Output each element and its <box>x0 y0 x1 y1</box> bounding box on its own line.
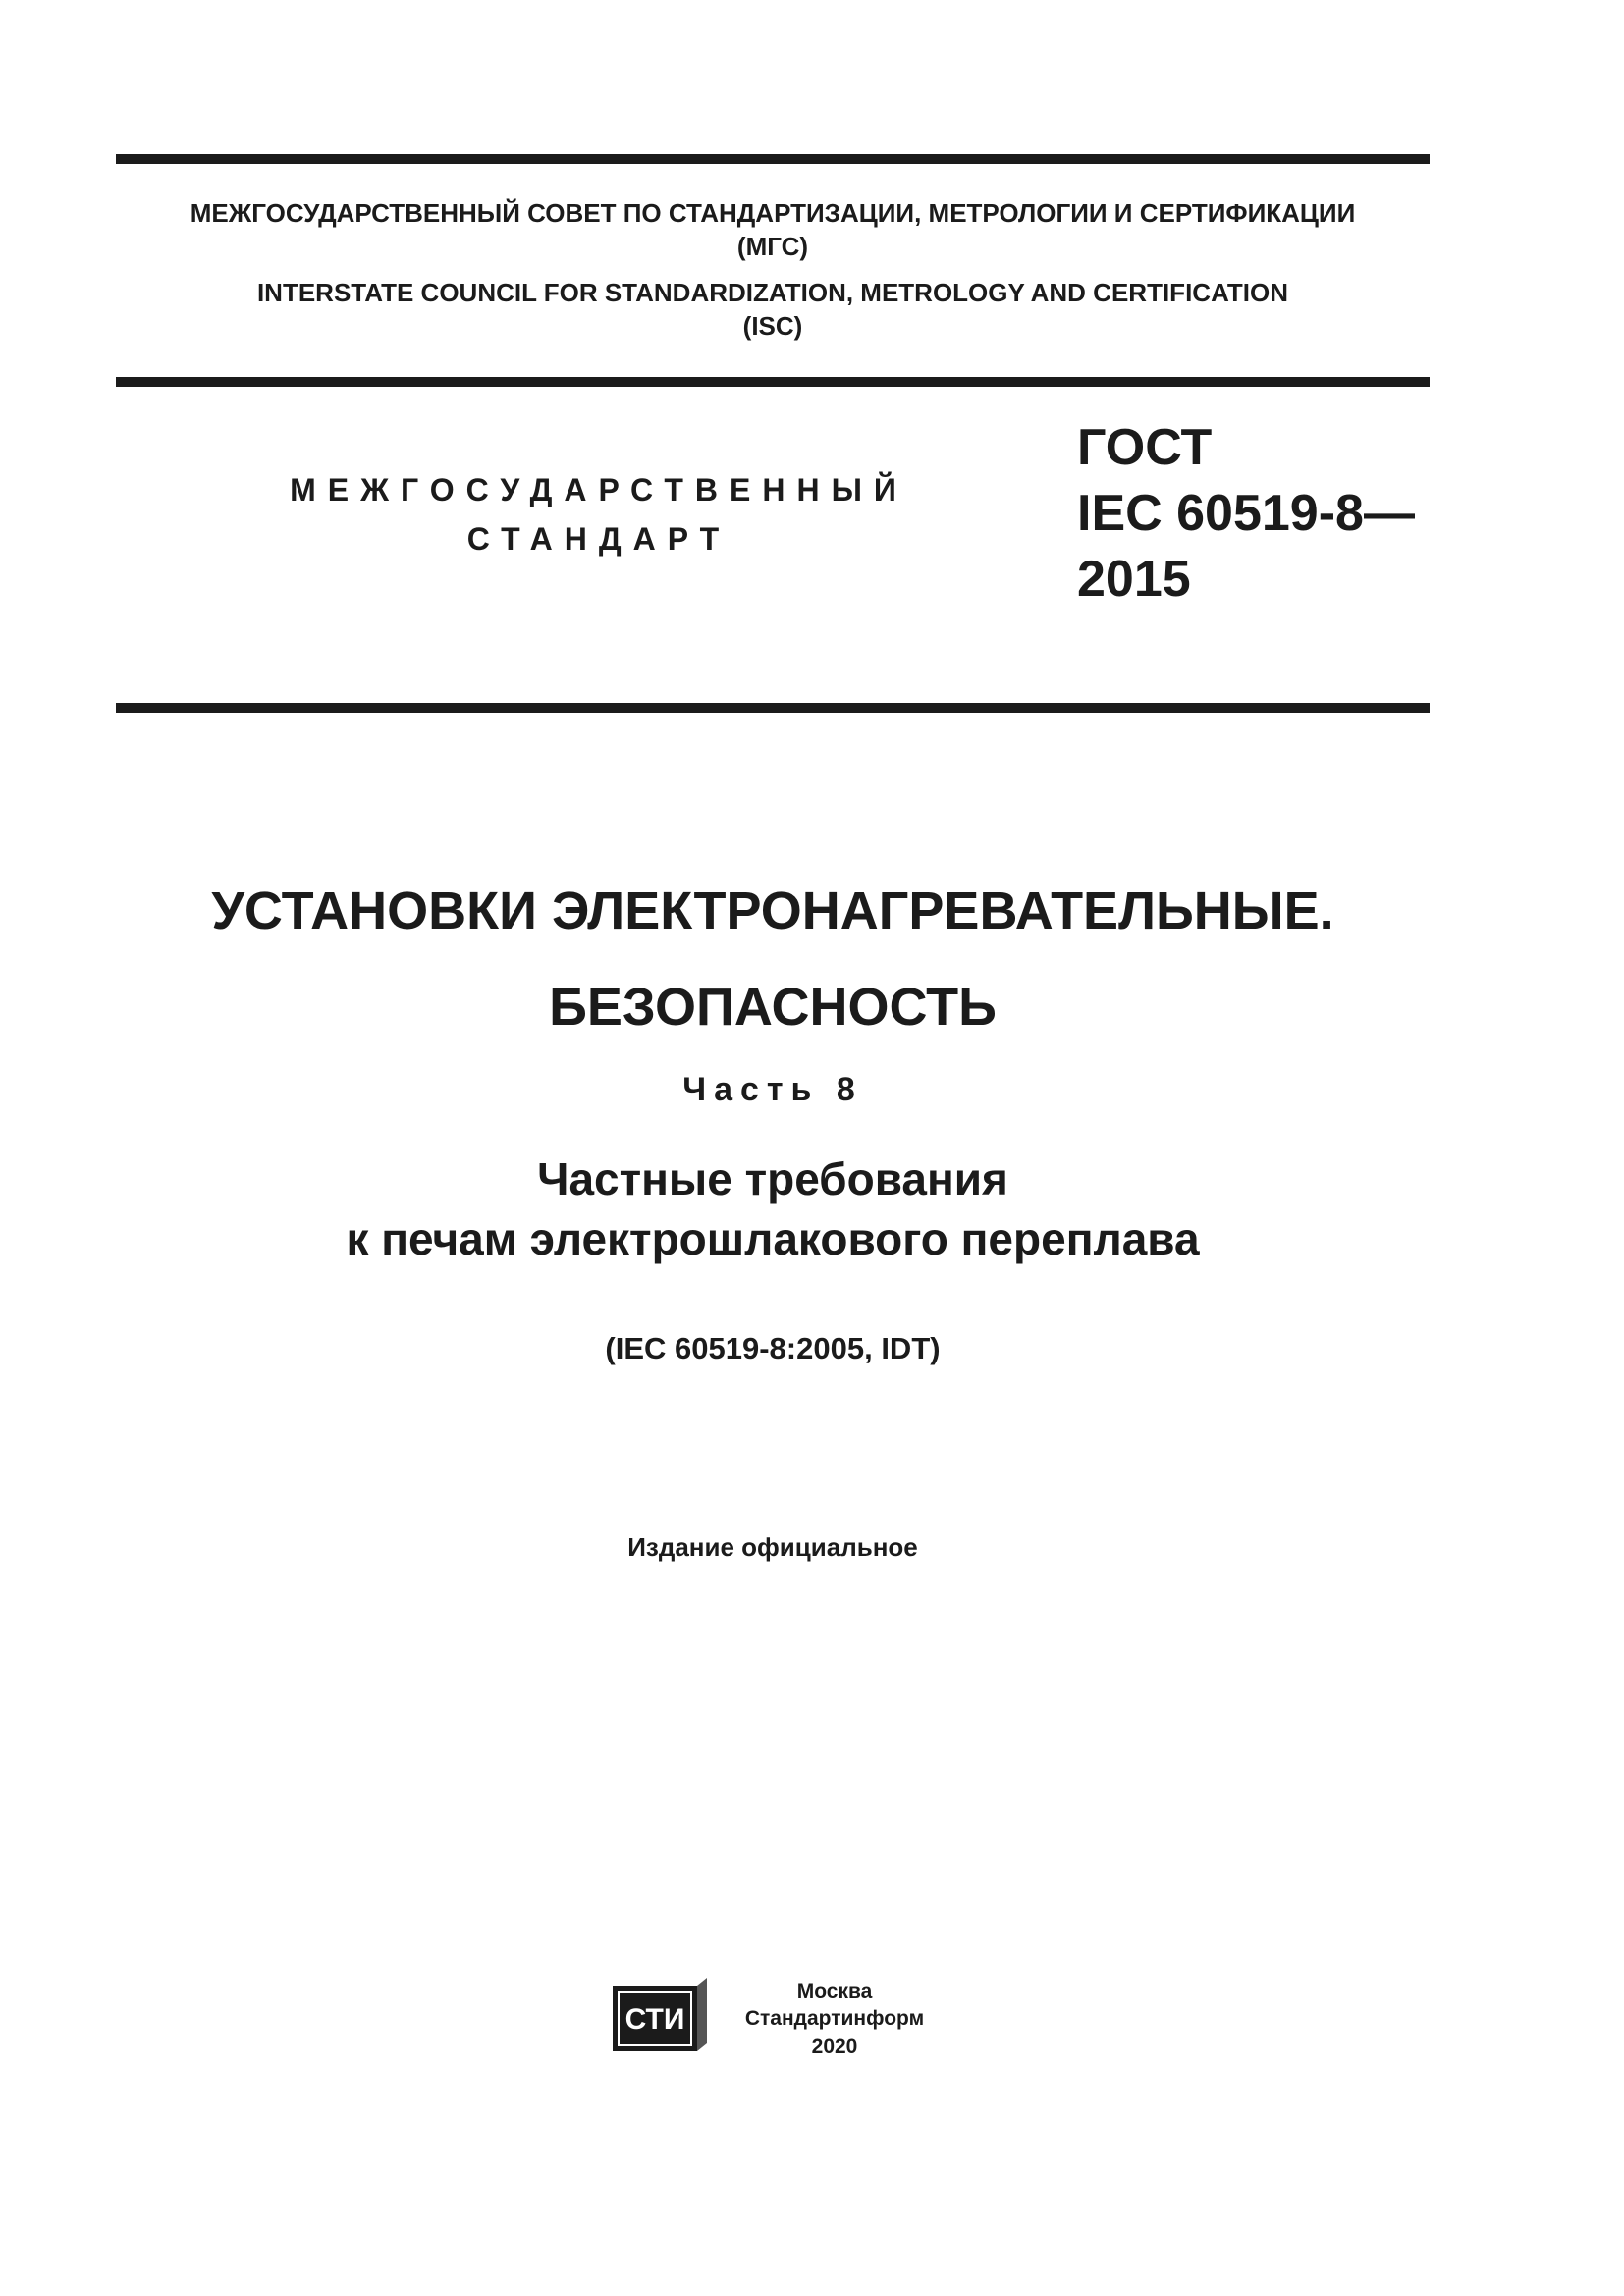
part-number: Часть 8 <box>682 1071 863 1108</box>
standard-type-line-1: МЕЖГОСУДАРСТВЕННЫЙ <box>290 472 908 507</box>
council-abbr-en: (ISC) <box>742 311 803 341</box>
document-subtitle-line-2: к печам электрошлакового переплава <box>346 1213 1200 1264</box>
document-subtitle-line-1: Частные требования <box>537 1153 1008 1204</box>
document-title-line-2: БЕЗОПАСНОСТЬ <box>549 978 997 1037</box>
council-abbr-ru: (МГС) <box>736 232 809 261</box>
council-name-ru: МЕЖГОСУДАРСТВЕННЫЙ СОВЕТ ПО СТАНДАРТИЗАЦИИ, МЕТРОЛОГИИ И СЕРТИФИКАЦИИ <box>189 198 1356 228</box>
council-name-en: INTERSTATE COUNCIL FOR STANDARDIZATION, METROLOGY AND CERTIFICATION <box>256 278 1289 307</box>
middle-divider <box>116 377 1430 387</box>
top-divider <box>116 154 1430 164</box>
bottom-divider <box>116 703 1430 713</box>
standard-code-line-2: IEC 60519-8— <box>1077 485 1415 542</box>
standartinform-logo-icon <box>611 1978 709 2053</box>
standard-type-line-2: СТАНДАРТ <box>466 521 731 557</box>
logo-lettering: СТИ <box>624 2003 685 2036</box>
edition-label: Издание официальное <box>627 1532 918 1562</box>
standard-code-line-3: 2015 <box>1077 551 1191 608</box>
iec-reference: (IEC 60519-8:2005, IDT) <box>605 1331 941 1365</box>
document-title-line-1: УСТАНОВКИ ЭЛЕКТРОНАГРЕВАТЕЛЬНЫЕ. <box>211 881 1334 940</box>
standard-code-line-1: ГОСТ <box>1077 419 1213 476</box>
publication-year: 2020 <box>811 2035 858 2057</box>
publisher-name: Стандартинформ <box>744 2007 925 2030</box>
publisher-city: Москва <box>796 1980 873 2002</box>
